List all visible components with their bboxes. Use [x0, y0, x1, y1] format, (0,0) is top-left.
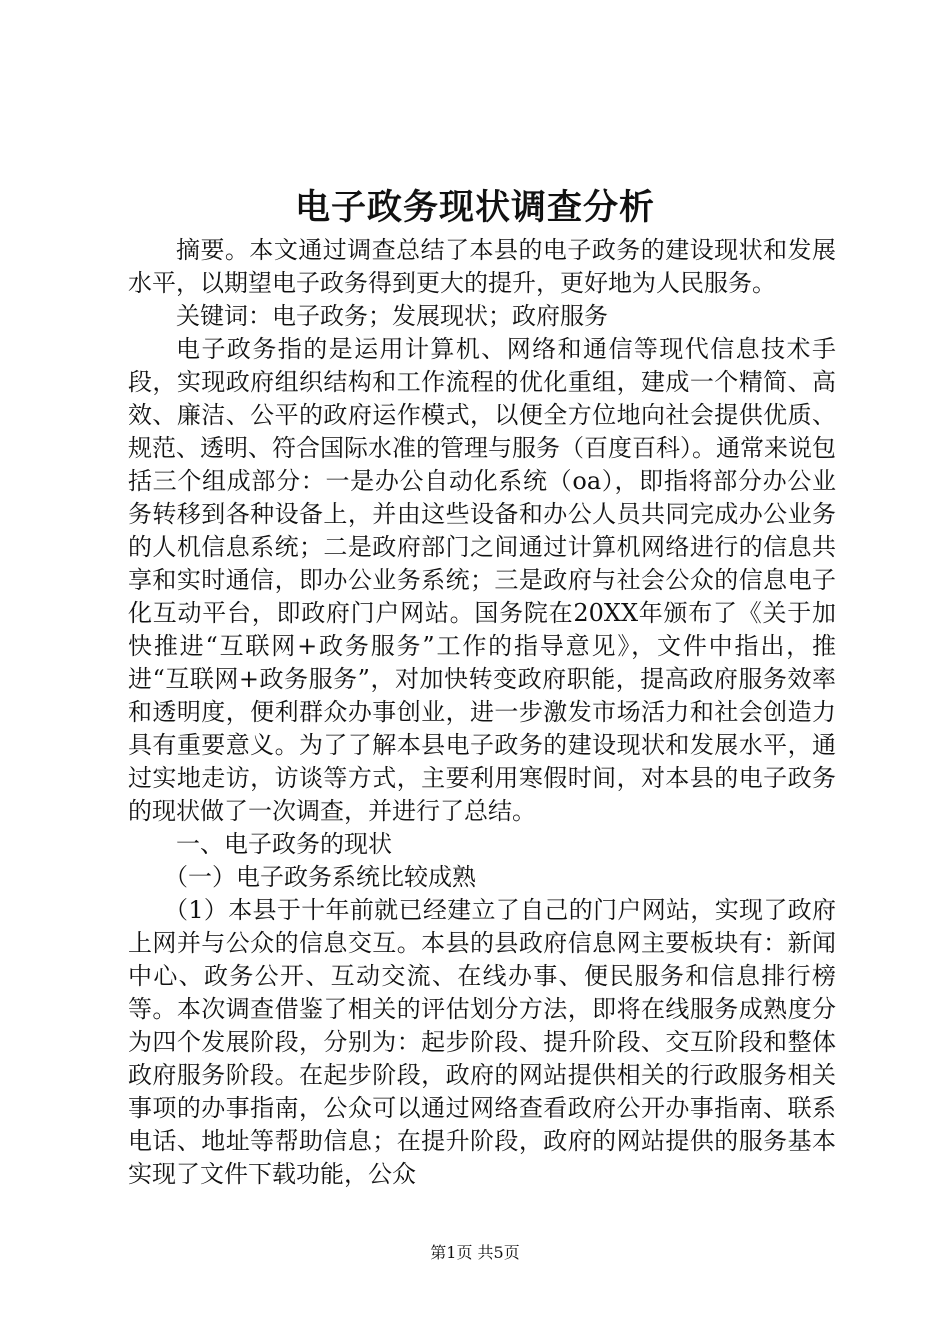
section-heading: 一、电子政务的现状: [176, 830, 392, 858]
subsection-heading: （一）电子政务系统比较成熟: [164, 863, 476, 891]
page-footer: 第1页 共5页: [430, 1243, 520, 1262]
document-title: 电子政务现状调查分析: [294, 188, 655, 228]
abstract-paragraph: 摘要。本文通过调查总结了本县的电子政务的建设现状和发展水平，以期望电子政务得到更大的提升，更好地为人民服务。: [128, 236, 836, 297]
document-body: [128, 234, 836, 1191]
keywords-paragraph: 关键词：电子政务；发展现状；政府服务: [176, 302, 608, 330]
body-paragraph: （1）本县于十年前就已经建立了自己的门户网站，实现了政府上网并与公众的信息交互。本县的县政府信息网主要板块有：新闻中心、政务公开、互动交流、在线办事、便民服务和信息排行榜等。本次调查借鉴了相关的评估划分方法，即将在线服务成熟度分为四个发展阶段，分别为：起步阶段、提升阶段、交互阶段和整体政府服务阶段。在起步阶段，政府的网站提供相关的行政服务相关事项的办事指南，公众可以通过网络查看政府公开办事指南、联系电话、地址等帮助信息；在提升阶段，政府的网站提供的服务基本实现了文件下载功能，公众: [128, 896, 836, 1188]
intro-paragraph: 电子政务指的是运用计算机、网络和通信等现代信息技术手段，实现政府组织结构和工作流程的优化重组，建成一个精简、高效、廉洁、公平的政府运作模式，以便全方位地向社会提供优质、规范、透明、符合国际水准的管理与服务（百度百科）。通常来说包括三个组成部分：一是办公自动化系统（oa），即指将部分办公业务转移到各种设备上，并由这些设备和办公人员共同完成办公业务的人机信息系统；二是政府部门之间通过计算机网络进行的信息共享和实时通信，即办公业务系统；三是政府与社会公众的信息电子化互动平台，即政府门户网站。国务院在20XX年颁布了《关于加快推进“互联网+政务服务”工作的指导意见》，文件中指出，推进“互联网+政务服务”，对加快转变政府职能，提高政府服务效率和透明度，便利群众办事创业，进一步激发市场活力和社会创造力具有重要意义。为了了解本县电子政务的建设现状和发展水平，通过实地走访，访谈等方式，主要利用寒假时间，对本县的电子政务的现状做了一次调查，并进行了总结。: [128, 335, 836, 825]
